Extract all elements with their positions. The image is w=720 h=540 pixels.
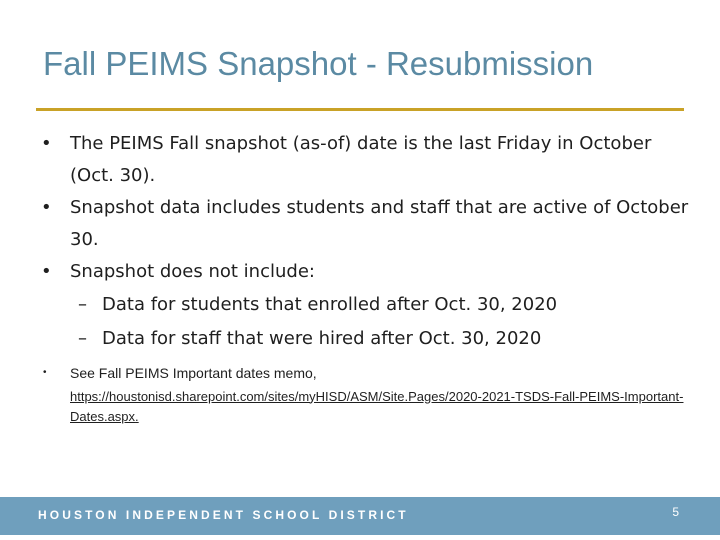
- footer-district-name: HOUSTON INDEPENDENT SCHOOL DISTRICT: [38, 508, 409, 522]
- memo-link-line: [70, 387, 690, 427]
- bullet-text: Snapshot data includes students and staff that are active of October 30.: [70, 197, 689, 250]
- page-number: 5: [672, 505, 679, 519]
- memo-link-period: .: [135, 408, 139, 424]
- memo-link[interactable]: https://houstonisd.sharepoint.com/sites/myHISD/ASM/Site.Pages/2020-2021-TSDS-Fall-PEIMS-Important-Dates.aspx: [70, 388, 684, 424]
- bullet-item: [36, 192, 696, 255]
- bullet-list: [36, 128, 696, 428]
- sub-bullet-mark: –: [78, 293, 87, 315]
- sub-bullet-mark: –: [78, 328, 87, 349]
- sub-bullet-item: [36, 323, 696, 355]
- sub-bullet-text: Data for staff that were hired after Oct. 30, 2020: [102, 328, 542, 349]
- bullet-mark: •: [41, 197, 52, 218]
- bullet-item: [36, 128, 696, 191]
- bullet-item: [36, 256, 696, 288]
- slide-title: Fall PEIMS Snapshot - Resubmission: [43, 45, 594, 82]
- bullet-text: The PEIMS Fall snapshot (as-of) date is the last Friday in October (Oct. 30).: [70, 133, 652, 186]
- sub-bullet-text: Data for students that enrolled after Oct. 30, 2020: [102, 293, 558, 315]
- title-divider: [36, 108, 684, 111]
- sub-bullet-item: [36, 289, 696, 321]
- bullet-text: Snapshot does not include:: [70, 261, 315, 282]
- memo-text: See Fall PEIMS Important dates memo,: [70, 364, 317, 381]
- footer-bar: [0, 497, 720, 535]
- bullet-mark: •: [41, 261, 52, 282]
- memo-bullet-item: [36, 363, 696, 427]
- bullet-mark: •: [43, 366, 47, 378]
- bullet-mark: •: [41, 133, 52, 154]
